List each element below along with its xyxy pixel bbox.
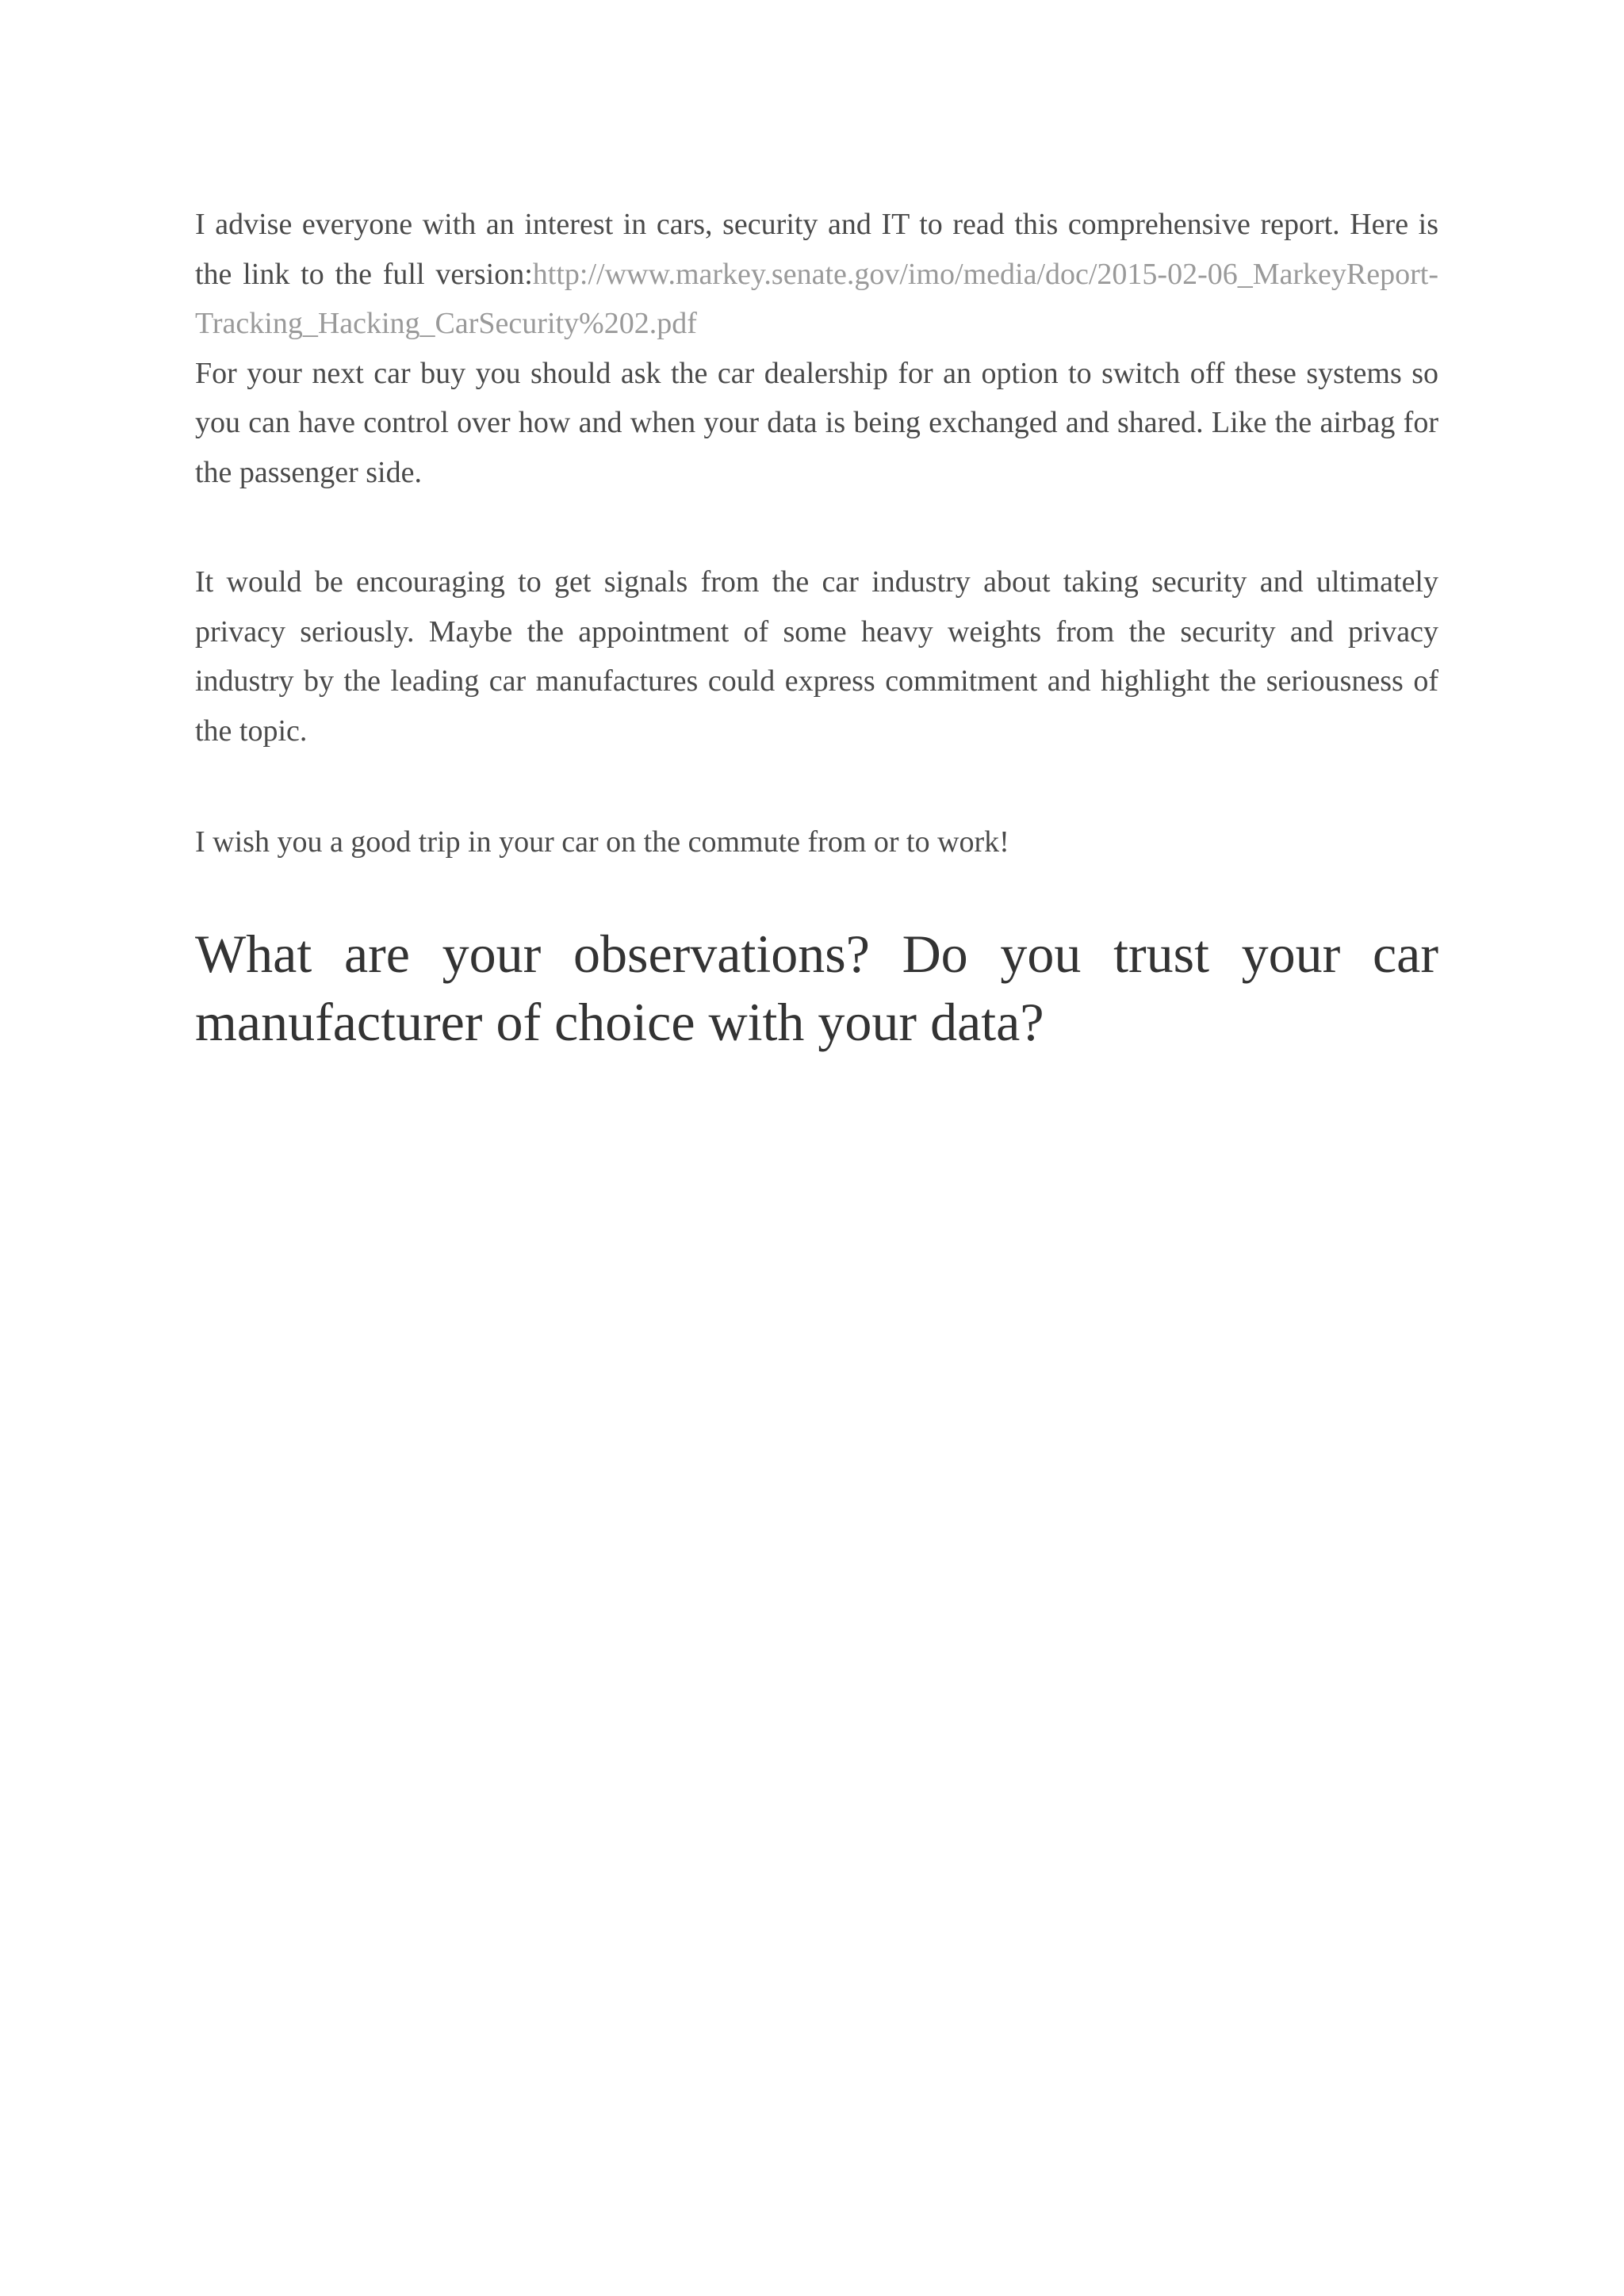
paragraph-dealership-advice: For your next car buy you should ask the car dealership for an option to switch off these systems so you can have control over how and when your data is being exchanged and shared. Like the airbag for the passenger side. — [195, 356, 1438, 489]
closing-question-heading: What are your observations? Do you trust your car manufacturer of choice with your data? — [195, 923, 1438, 1052]
paragraph-good-trip: I wish you a good trip in your car on the commute from or to work! — [195, 825, 1009, 859]
paragraph-industry-signals: It would be encouraging to get signals from the car industry about taking security and ultimately privacy seriously. Maybe the appointment of some heavy weights from the security and privacy industry by the leading car manufactures could express commitment and highlight the seriousness of the topic. — [195, 565, 1438, 748]
report-link[interactable]: http://www.markey.senate.gov/imo/media/doc/2015-02-06_MarkeyReport-Tracking_Hacking_CarSecurity%202.pdf — [195, 257, 1438, 340]
document-page — [195, 200, 1438, 1056]
report-intro-text: I advise everyone with an interest in cars, security and IT to read this comprehensive report. Here is the link to the full version: — [195, 208, 1438, 291]
paragraph-report-recommendation — [195, 200, 1438, 349]
